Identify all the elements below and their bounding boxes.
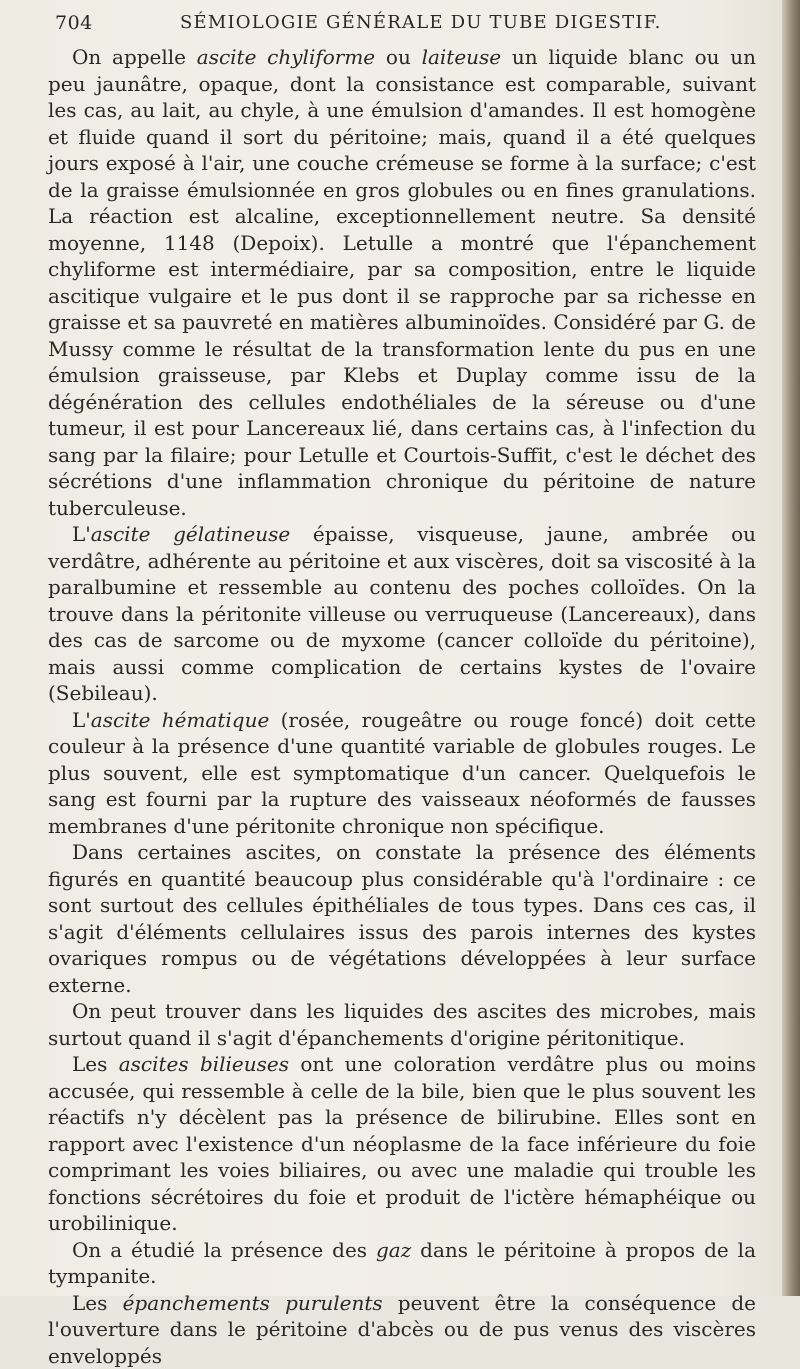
paragraph-purulent-effusions [48, 1290, 756, 1369]
paragraph-lead: On a étudié la présence des [72, 1238, 376, 1262]
term-gaz: gaz [376, 1238, 411, 1262]
paragraph-lead: Les [72, 1052, 119, 1076]
page-number: 704 [55, 12, 93, 34]
paragraph-figured-elements [48, 839, 756, 998]
paragraph-connector: ou [375, 45, 421, 69]
term-ascite-gelatineuse: ascite gélatineuse [91, 522, 290, 546]
paragraph-text: dans le péritoine à propos de la tympanite. [48, 1238, 756, 1289]
paragraph-gelatinous-ascites [48, 521, 756, 707]
running-title: SÉMIOLOGIE GÉNÉRALE DU TUBE DIGESTIF. [180, 12, 662, 33]
paragraph-lead: Les [72, 1291, 123, 1315]
term-ascite-hematique: ascite hématique [91, 708, 270, 732]
body-text [48, 44, 756, 1369]
paragraph-hematic-ascites [48, 707, 756, 840]
paragraph-lead: On appelle [72, 45, 197, 69]
paragraph-text: On peut trouver dans les liquides des ascites des microbes, mais surtout quand il s'agit d'épanchements d'origine péritonitique. [48, 999, 756, 1050]
page-edge-shadow [782, 0, 800, 1296]
page-header [55, 12, 755, 42]
paragraph-lead: L' [72, 522, 91, 546]
paragraph-lead: L' [72, 708, 91, 732]
paragraph-text: un liquide blanc ou un peu jaunâtre, opaque, dont la consistance est comparable, suivant les cas, au lait, au chyle, à une émulsion d'amandes. Il est homogène et fluide quand il sort du péritoine; mais, quand il a été quelques jours exposé à l'air, une couche crémeuse se forme à la surface; c'est de la graisse émulsionnée en gros globules ou en fines granulations. La réaction est alcaline, exceptionnellement neutre. Sa densité moyenne, 1148 (Depoix). Letulle a montré que l'épanchement chyliforme est intermédiaire, par sa composition, entre le liquide ascitique vulgaire et le pus dont il se rapproche par sa richesse en graisse et sa pauvreté en matières albuminoïdes. Considéré par G. de Mussy comme le résultat de la transformation lente du pus en une émulsion graisseuse, par Klebs et Duplay comme issu de la dégénération des cellules endothéliales de la séreuse ou d'une tumeur, il est pour Lancereaux lié, dans certains cas, à l'infection du sang par la filaire; pour Letulle et Courtois-Suffit, c'est le déchet des sécrétions d'une inflammation chronique du péritoine de nature tuberculeuse. [48, 45, 756, 520]
paragraph-text: peuvent être la conséquence de l'ouverture dans le péritoine d'abcès ou de pus venus des viscères enveloppés [48, 1291, 756, 1368]
paragraph-text: (rosée, rougeâtre ou rouge foncé) doit cette couleur à la présence d'une quantité variable de globules rouges. Le plus souvent, elle est symptomatique d'un cancer. Quelquefois le sang est fourni par la rupture des vaisseaux néoformés de fausses membranes d'une péritonite chronique non spécifique. [48, 708, 756, 838]
paragraph-text: ont une coloration verdâtre plus ou moins accusée, qui ressemble à celle de la bile, bien que le plus souvent les réactifs n'y décèlent pas la présence de bilirubine. Elles sont en rapport avec l'existence d'un néoplasme de la face inférieure du foie comprimant les voies biliaires, ou avec une maladie qui trouble les fonctions sécrétoires du foie et produit de l'ictère hémaphéique ou urobilinique. [48, 1052, 756, 1235]
term-epanchements-purulents: épanchements purulents [123, 1291, 383, 1315]
paragraph-text: épaisse, visqueuse, jaune, ambrée ou verdâtre, adhérente au péritoine et aux viscères, doit sa viscosité à la paralbumine et ressemble au contenu des poches colloïdes. On la trouve dans la péritonite villeuse ou verruqueuse (Lancereaux), dans des cas de sarcome ou de myxome (cancer colloïde du péritoine), mais aussi comme complication de certains kystes de l'ovaire (Sebileau). [48, 522, 756, 705]
term-laiteuse: laiteuse [422, 45, 502, 69]
paragraph-microbes [48, 998, 756, 1051]
paragraph-text: Dans certaines ascites, on constate la présence des éléments figurés en quantité beaucoup plus considérable qu'à l'ordinaire : ce sont surtout des cellules épithéliales de tous types. Dans ces cas, il s'agit d'éléments cellulaires issus des parois internes des kystes ovariques rompus ou de végétations développées à leur surface externe. [48, 840, 756, 997]
paragraph-chyliform-ascites [48, 44, 756, 521]
paragraph-gas [48, 1237, 756, 1290]
term-ascite-chyliforme: ascite chyliforme [197, 45, 375, 69]
term-ascites-bilieuses: ascites bilieuses [119, 1052, 289, 1076]
paragraph-bilious-ascites [48, 1051, 756, 1237]
